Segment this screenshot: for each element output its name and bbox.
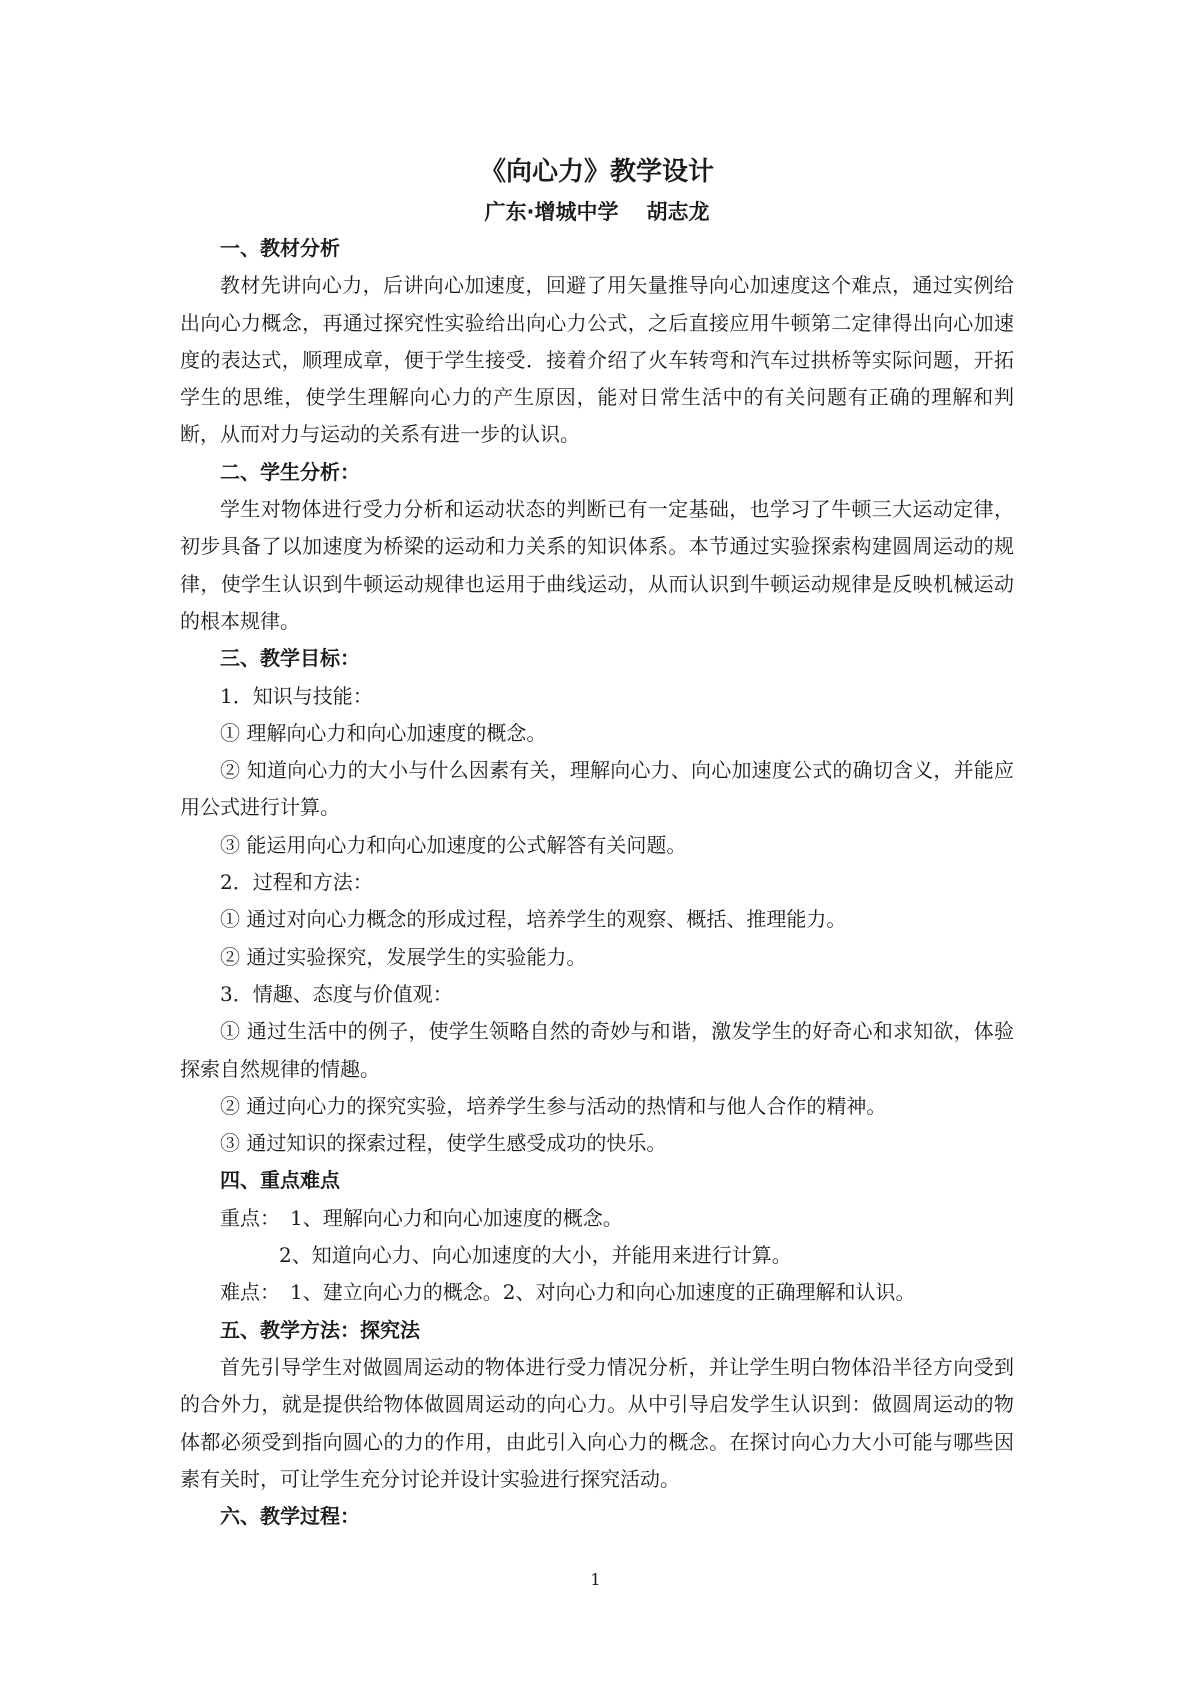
objective-emotion-3: ③ 通过知识的探索过程，使学生感受成功的快乐。 xyxy=(220,1131,667,1156)
objective-emotion-1: ① 通过生活中的例子，使学生领略自然的奇妙与和谐，激发学生的好奇心和求知欲，体验探索自然规律的情趣。 xyxy=(180,1019,1014,1081)
section-heading-key-points: 四、重点难点 xyxy=(220,1168,340,1193)
students-paragraph: 学生对物体进行受力分析和运动状态的判断已有一定基础，也学习了牛顿三大运动定律，初步具备了以加速度为桥梁的运动和力关系的知识体系。本节通过实验探索构建圆周运动的规律，使学生认识到牛顿运动规律也运用于曲线运动，从而认识到牛顿运动规律是反映机械运动的根本规律。 xyxy=(180,497,1014,633)
objective-knowledge-1: ① 理解向心力和向心加速度的概念。 xyxy=(220,720,547,745)
objective-knowledge-3: ③ 能运用向心力和向心加速度的公式解答有关问题。 xyxy=(220,832,687,857)
difficult-points: 难点： 1、建立向心力的概念。2、对向心力和向心加速度的正确理解和认识。 xyxy=(220,1280,916,1305)
key-point-2: 2、知道向心力、向心加速度的大小，并能用来进行计算。 xyxy=(279,1243,792,1268)
objective-emotion-title: 3．情趣、态度与价值观： xyxy=(220,981,453,1006)
document-body xyxy=(180,150,1014,1535)
document-title: 《向心力》教学设计 xyxy=(479,157,714,187)
objective-knowledge-2: ② 知道向心力的大小与什么因素有关，理解向心力、向心加速度公式的确切含义，并能应用公式进行计算。 xyxy=(180,758,1014,820)
author-school: 广东·增城中学 xyxy=(484,200,619,224)
materials-paragraph: 教材先讲向心力，后讲向心加速度，回避了用矢量推导向心加速度这个难点，通过实例给出向心力概念，再通过探究性实验给出向心力公式，之后直接应用牛顿第二定律得出向心加速度的表达式，顺理成章，便于学生接受．接着介绍了火车转弯和汽车过拱桥等实际问题，开拓学生的思维，使学生理解向心力的产生原因，能对日常生活中的有关问题有正确的理解和判断，从而对力与运动的关系有进一步的认识。 xyxy=(180,273,1014,447)
objective-process-2: ② 通过实验探究，发展学生的实验能力。 xyxy=(220,944,587,969)
section-heading-objectives: 三、教学目标： xyxy=(220,646,360,671)
page-number: 1 xyxy=(590,1570,601,1589)
objective-process-title: 2．过程和方法： xyxy=(220,870,373,895)
key-point-1: 重点： 1、理解向心力和向心加速度的概念。 xyxy=(220,1205,623,1230)
author-line xyxy=(180,194,1014,230)
author-name: 胡志龙 xyxy=(646,200,710,224)
methods-paragraph: 首先引导学生对做圆周运动的物体进行受力情况分析，并让学生明白物体沿半径方向受到的合外力，就是提供给物体做圆周运动的向心力。从中引导启发学生认识到：做圆周运动的物体都必须受到指向圆心的力的作用，由此引入向心力的概念。在探讨向心力大小可能与哪些因素有关时，可让学生充分讨论并设计实验进行探究活动。 xyxy=(180,1354,1014,1491)
section-heading-methods: 五、教学方法：探究法 xyxy=(220,1317,420,1342)
objective-emotion-2: ② 通过向心力的探究实验，培养学生参与活动的热情和与他人合作的精神。 xyxy=(220,1093,887,1118)
objective-knowledge-title: 1．知识与技能： xyxy=(220,683,373,708)
section-heading-students: 二、学生分析： xyxy=(220,459,360,484)
section-heading-materials: 一、教材分析 xyxy=(220,236,340,260)
section-heading-process: 六、教学过程： xyxy=(220,1504,360,1529)
objective-process-1: ① 通过对向心力概念的形成过程，培养学生的观察、概括、推理能力。 xyxy=(220,907,847,932)
